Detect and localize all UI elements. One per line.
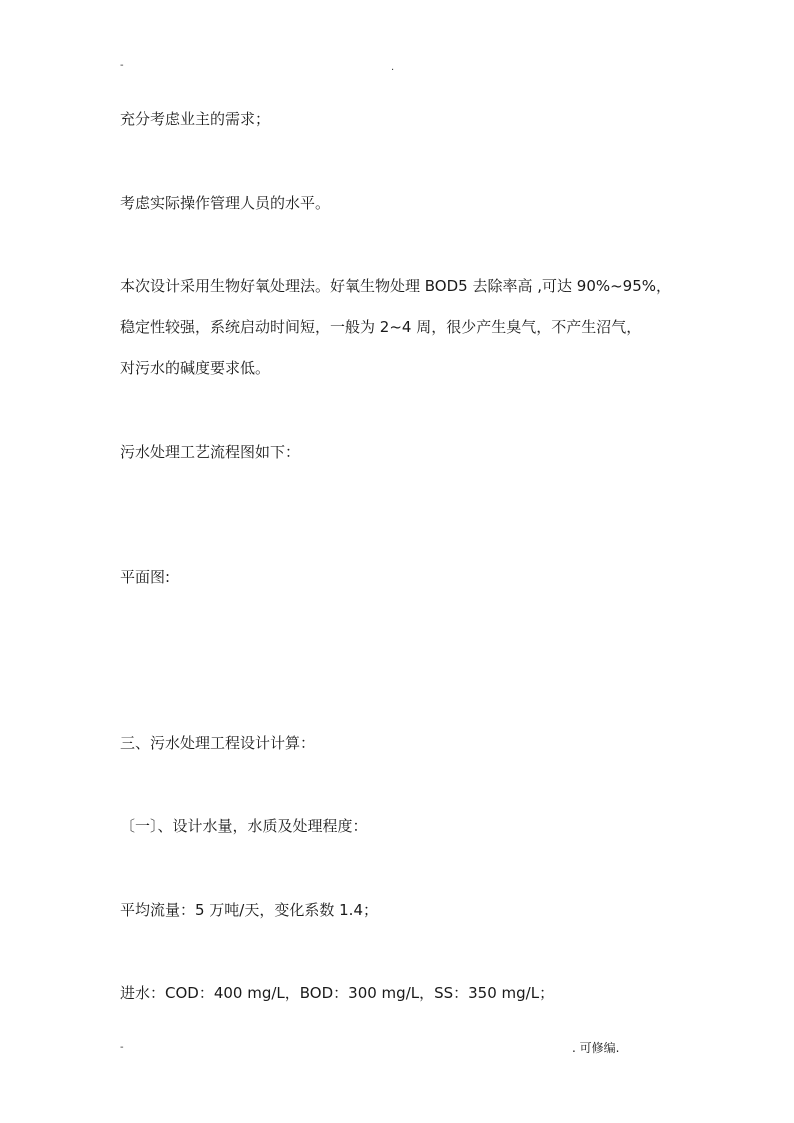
paragraph-operator-level: 考虑实际操作管理人员的水平。 xyxy=(120,194,331,212)
paragraph-plan-view: 平面图: xyxy=(120,568,171,586)
paragraph-design-method-line-1: 本次设计采用生物好氧处理法。好氧生物处理 BOD5 去除率高 ,可达 90%~95%， xyxy=(120,277,672,295)
paragraph-average-flow: 平均流量：5 万吨/天，变化系数 1.4； xyxy=(120,901,378,919)
header-left-mark: - xyxy=(120,60,124,71)
paragraph-flowchart-intro: 污水处理工艺流程图如下： xyxy=(120,443,301,461)
paragraph-design-method-line-3: 对污水的碱度要求低。 xyxy=(120,359,271,377)
paragraph-owner-needs: 充分考虑业主的需求； xyxy=(120,110,271,128)
footer-editable-note: . 可修编. xyxy=(572,1041,620,1055)
paragraph-influent-quality: 进水：COD：400 mg/L，BOD：300 mg/L，SS：350 mg/L； xyxy=(120,984,555,1002)
paragraph-design-method-line-2: 稳定性较强，系统启动时间短，一般为 2~4 周，很少产生臭气，不产生沼气， xyxy=(120,318,642,336)
header-center-mark: . xyxy=(391,62,395,73)
section-heading-design-calculation: 三、污水处理工程设计计算： xyxy=(120,734,316,752)
footer-left-mark: - xyxy=(120,1042,124,1053)
subsection-heading-water-quantity: 〔一〕、设计水量，水质及处理程度： xyxy=(120,817,368,835)
